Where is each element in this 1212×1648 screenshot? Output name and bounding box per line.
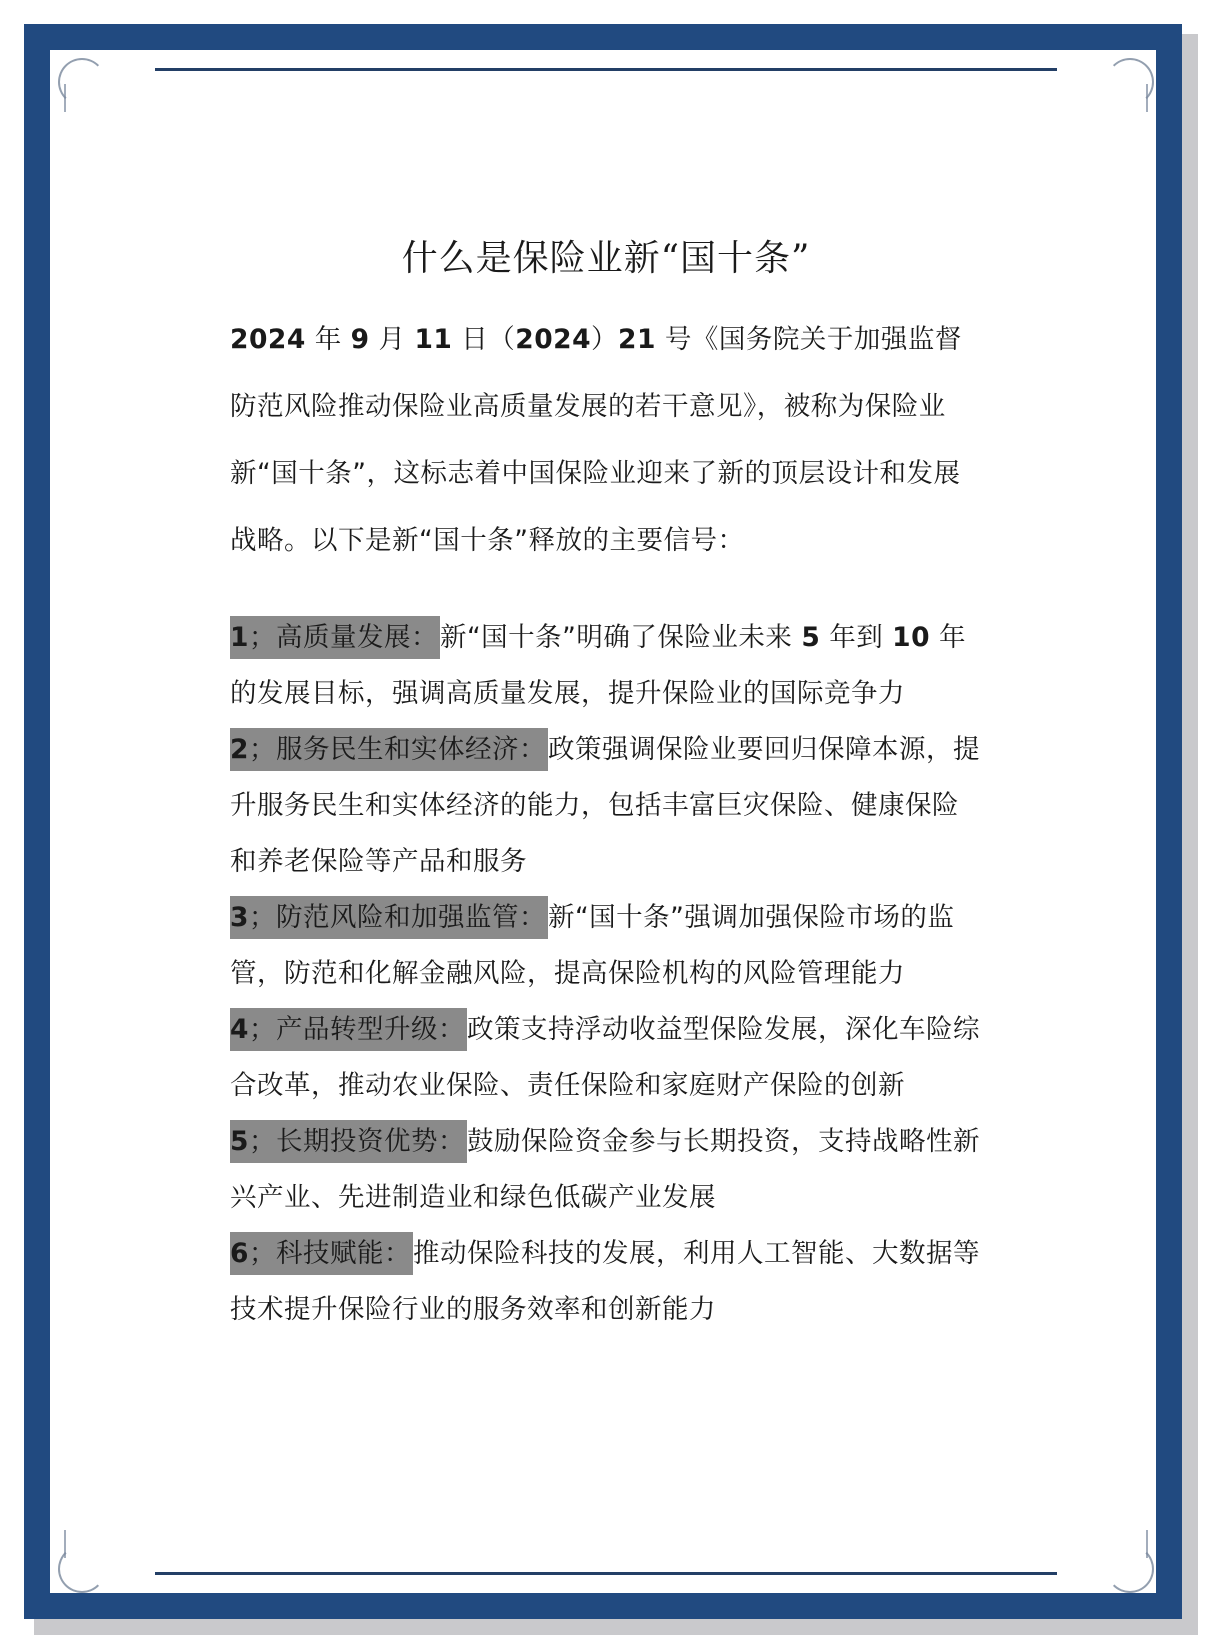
signal-text: 新“国十条”明确了保险业未来	[439, 622, 802, 653]
intro-text: ）	[591, 324, 619, 355]
top-rule	[155, 68, 1057, 71]
signal-item	[230, 610, 982, 722]
signal-heading	[230, 728, 548, 771]
signal-text: 新“国十条”强调加强保险市场的监管，防范和化解金融风险，提高保险机构的风险管理能力	[230, 902, 955, 989]
signal-heading-label: ；高质量发展：	[248, 622, 438, 653]
signal-heading-label: ；防范风险和加强监管：	[248, 902, 546, 933]
intro-text: 号《国务院关于加强监督防范风险推动保险业高质量发展的若干意见》，被称为保险业新“国十条”，这标志着中国保险业迎来了新的顶层设计和发展战略。以下是新“国十条”释放的主要信号：	[230, 324, 962, 556]
side-ornament	[64, 84, 66, 112]
signal-heading-label: ；产品转型升级：	[248, 1014, 465, 1045]
intro-doc-number: 21	[618, 324, 656, 355]
signal-text: 政策支持浮动收益型保险发展，深化车险综合改革，推动农业保险、责任保险和家庭财产保险的创新	[230, 1014, 980, 1101]
intro-date-day: 11	[414, 324, 453, 355]
signal-number: 1	[230, 622, 249, 653]
signal-number: 6	[230, 1238, 249, 1269]
document-title: 什么是保险业新“国十条”	[401, 238, 811, 279]
signal-item	[230, 1226, 982, 1338]
signal-text: 年到	[820, 622, 893, 653]
intro-date-month: 9	[350, 324, 370, 355]
signal-item	[230, 890, 982, 1002]
side-ornament	[1146, 84, 1148, 112]
intro-text: 月	[369, 324, 415, 355]
signal-number: 4	[230, 1014, 249, 1045]
intro-date-year: 2024	[230, 324, 306, 355]
signal-text: 年的发展目标，强调高质量发展，提升保险业的国际竞争力	[230, 622, 966, 709]
signal-heading-label: ；科技赋能：	[248, 1238, 411, 1269]
signal-heading	[230, 896, 548, 939]
signal-text: 鼓励保险资金参与长期投资，支持战略性新兴产业、先进制造业和绿色低碳产业发展	[230, 1126, 980, 1213]
signal-heading-label: ；服务民生和实体经济：	[248, 734, 546, 765]
signal-number: 3	[230, 902, 249, 933]
signal-heading	[230, 1120, 467, 1163]
signal-text: 推动保险科技的发展，利用人工智能、大数据等技术提升保险行业的服务效率和创新能力	[230, 1238, 980, 1325]
intro-paragraph	[230, 306, 982, 574]
signal-number-inline: 5	[801, 622, 821, 653]
side-ornament	[1146, 1530, 1148, 1558]
intro-text: 年	[305, 324, 351, 355]
document-body	[230, 232, 982, 1338]
signal-heading	[230, 1008, 467, 1051]
bottom-rule	[155, 1572, 1057, 1575]
intro-text: 日（	[452, 324, 516, 355]
signal-heading	[230, 616, 440, 659]
signal-number: 2	[230, 734, 249, 765]
signal-heading-label: ；长期投资优势：	[248, 1126, 465, 1157]
side-ornament	[64, 1530, 66, 1558]
signal-item	[230, 722, 982, 890]
signal-number: 5	[230, 1126, 249, 1157]
signal-item	[230, 1002, 982, 1114]
intro-doc-year: 2024	[515, 324, 592, 355]
signal-heading	[230, 1232, 413, 1275]
signal-item	[230, 1114, 982, 1226]
signal-list	[230, 610, 982, 1338]
signal-text: 政策强调保险业要回归保障本源，提升服务民生和实体经济的能力，包括丰富巨灾保险、健康保险和养老保险等产品和服务	[230, 734, 980, 877]
signal-number-inline: 10	[892, 622, 931, 653]
